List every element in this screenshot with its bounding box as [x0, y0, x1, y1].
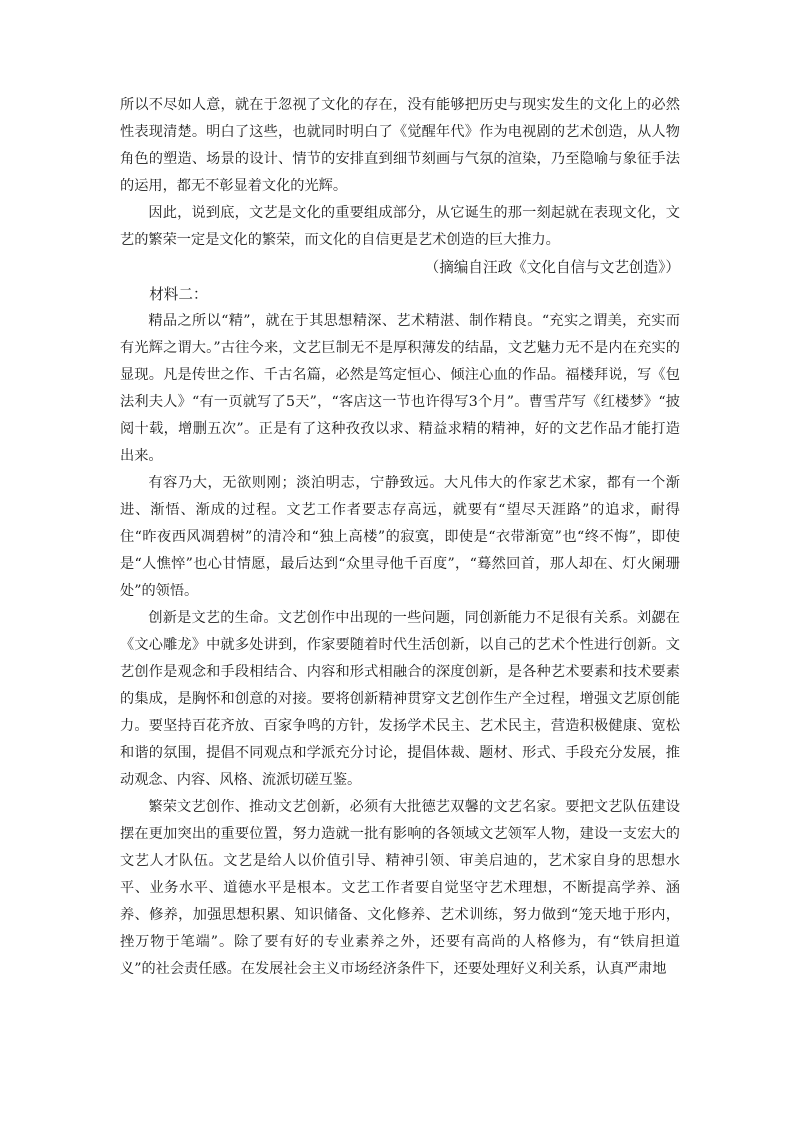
- material2-paragraph-3: 创新是文艺的生命。文艺创作中出现的一些问题，同创新能力不足很有关系。刘勰在《文心雕龙》中就多处讲到，作家要随着时代生活创新，以自己的艺术个性进行创新。文艺创作是观念和手段相结合、内容和形式相融合的深度创新，是各种艺术要素和技术要素的集成，是胸怀和创意的对接。要将创新精神贯穿文艺创作生产全过程，增强文艺原创能力。要坚持百花齐放、百家争鸣的方针，发扬学术民主、艺术民主，营造积极健康、宽松和谐的氛围，提倡不同观点和学派充分讨论，提倡体裁、题材、形式、手段充分发展，推动观念、内容、风格、流派切磋互鉴。: [120, 610, 680, 788]
- material2-heading: 材料二：: [149, 286, 208, 303]
- material2-paragraph-1: 精品之所以“精”，就在于其思想精深、艺术精湛、制作精良。“充实之谓美，充实而有光辉之谓大。”古往今来，文艺巨制无不是厚积薄发的结晶，文艺魅力无不是内在充实的显现。凡是传世之作、千古名篇，必然是笃定恒心、倾注心血的作品。福楼拜说，写《包法利夫人》“有一页就写了5天”，“客店这一节也许得写3个月”。曹雪芹写《红楼梦》“披阅十载，增删五次”。正是有了这种孜孜以求、精益求精的精神，好的文艺作品才能打造出来。: [120, 313, 680, 464]
- document-page: [120, 92, 680, 983]
- material2-paragraph-4: 繁荣文艺创作、推动文艺创新，必须有大批德艺双馨的文艺名家。要把文艺队伍建设摆在更加突出的重要位置，努力造就一批有影响的各领域文艺领军人物，建设一支宏大的文艺人才队伍。文艺是给人以价值引导、精神引领、审美启迪的，艺术家自身的思想水平、业务水平、道德水平是根本。文艺工作者要自觉坚守艺术理想，不断提高学养、涵养、修养，加强思想积累、知识储备、文化修养、艺术训练，努力做到“笼天地于形内，挫万物于笔端”。除了要有好的专业素养之外，还要有高尚的人格修为，有“铁肩担道义”的社会责任感。在发展社会主义市场经济条件下，还要处理好义利关系，认真严肃地: [120, 799, 680, 977]
- material1-source: （摘编自汪政《文化自信与文艺创造》）: [424, 259, 680, 276]
- material1-conclusion: 因此，说到底，文艺是文化的重要组成部分，从它诞生的那一刻起就在表现文化，文艺的繁荣一定是文化的繁荣，而文化的自信更是艺术创造的巨大推力。: [120, 205, 680, 248]
- material1-paragraph-end: 所以不尽如人意，就在于忽视了文化的存在，没有能够把历史与现实发生的文化上的必然性表现清楚。明白了这些，也就同时明白了《觉醒年代》作为电视剧的艺术创造，从人物角色的塑造、场景的设计、情节的安排直到细节刻画与气氛的渲染，乃至隐喻与象征手法的运用，都无不彰显着文化的光辉。: [120, 97, 680, 194]
- material2-paragraph-2: 有容乃大，无欲则刚；淡泊明志，宁静致远。大凡伟大的作家艺术家，都有一个渐进、渐悟、渐成的过程。文艺工作者要志存高远，就要有“望尽天涯路”的追求，耐得住“昨夜西风凋碧树”的清冷和“独上高楼”的寂寞，即使是“衣带渐宽”也“终不悔”，即使是“人憔悴”也心甘情愿，最后达到“众里寻他千百度”，“蓦然回首，那人却在、灯火阑珊处”的领悟。: [120, 475, 680, 599]
